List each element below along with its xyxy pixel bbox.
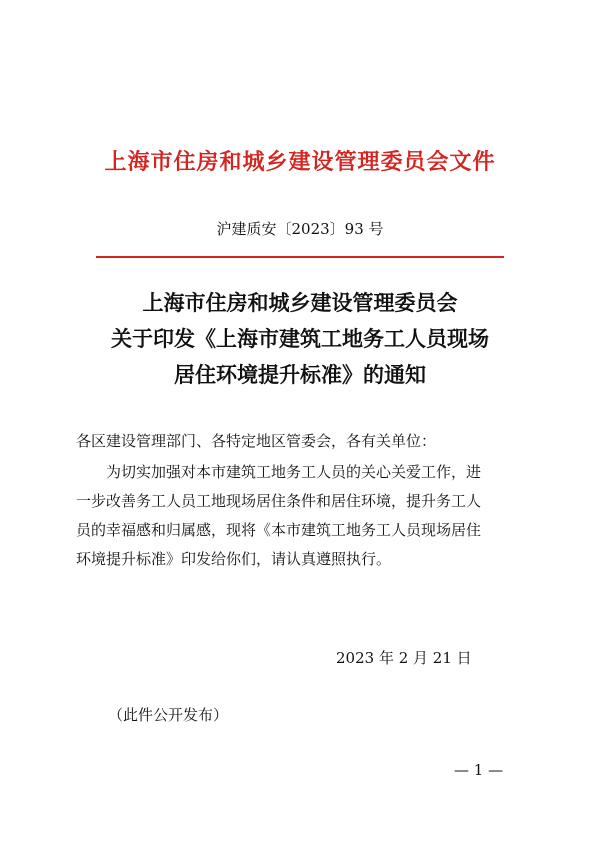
page-number: — 1 —: [454, 761, 504, 779]
issuer-header-title: 上海市住房和城乡建设管理委员会文件: [104, 149, 496, 175]
document-number: 沪建质安〔2023〕93 号: [216, 220, 384, 238]
body-paragraph: [76, 458, 528, 574]
disclosure-note: （此件公开发布）: [108, 706, 229, 724]
paragraph-line: 为切实加强对本市建筑工地务工人员的关心关爱工作，进: [106, 463, 482, 481]
paragraph-line: 环境提升标准》印发给你们，请认真遵照执行。: [76, 550, 392, 568]
title-line: 上海市住房和城乡建设管理委员会: [142, 290, 458, 315]
paragraph-line: 员的幸福感和归属感，现将《本市建筑工地务工人员现场居住: [76, 521, 482, 539]
paragraph-line: 一步改善务工人员工地现场居住条件和居住环境，提升务工人: [76, 492, 482, 510]
salutation: 各区建设管理部门、各特定地区管委会，各有关单位：: [76, 432, 437, 450]
title-line: 居住环境提升标准》的通知: [174, 362, 426, 387]
title-line: 关于印发《上海市建筑工地务工人员现场: [111, 326, 489, 351]
red-separator-rule: [96, 256, 504, 258]
issue-date: 2023 年 2 月 21 日: [336, 649, 472, 667]
document-title: [0, 285, 600, 393]
